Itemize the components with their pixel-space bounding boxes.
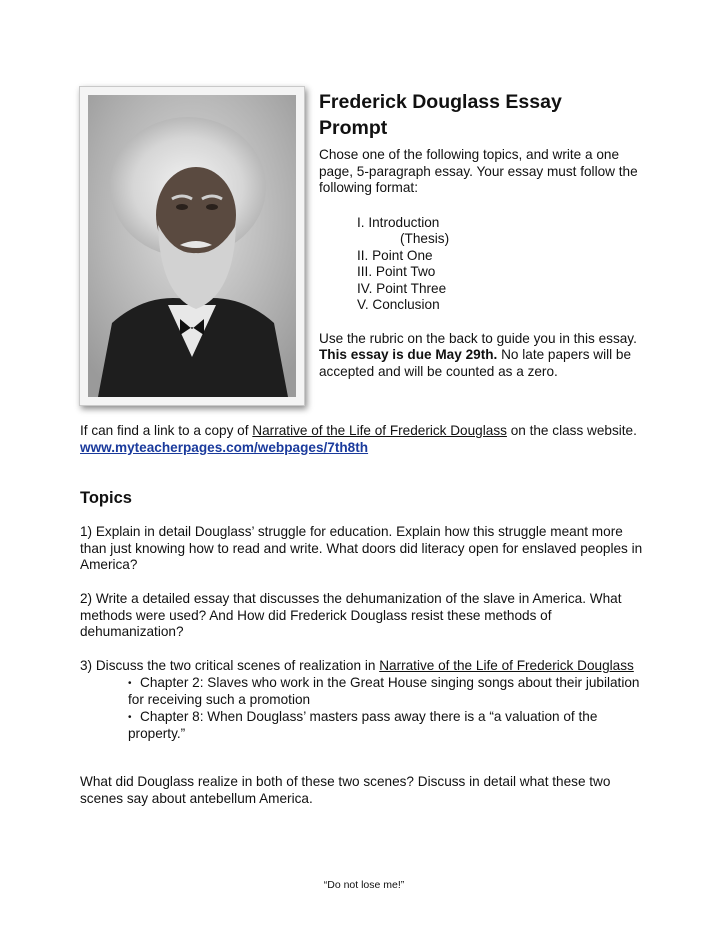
title-line-2: Prompt <box>319 117 388 139</box>
rubric-text: Use the rubric on the back to guide you in this essay. <box>319 330 637 346</box>
bullet-icon: • <box>128 677 132 689</box>
late-policy-text: No late papers will be accepted and will be counted as a zero. <box>319 347 632 379</box>
outline-item-point-one: II. Point One <box>357 247 433 263</box>
topic-3-book-title: Narrative of the Life of Frederick Douglass <box>379 658 634 673</box>
topic-3-bullets <box>128 675 650 743</box>
outline-item-conclusion: V. Conclusion <box>357 297 440 312</box>
chapter-2-scene: Chapter 2: Slaves who work in the Great House singing songs about their jubilation for receiving such a promotion <box>128 674 640 708</box>
portrait-photo-frame <box>79 86 305 406</box>
topic-2: 2) Write a detailed essay that discusses the dehumanization of the slave in America. What methods were used? And How did Frederick Douglass resist these methods of dehumanization? <box>80 591 622 640</box>
topic-1: 1) Explain in detail Douglass’ struggle for education. Explain how this struggle meant more than just knowing how to read and write. What doors did literacy open for enslaved peoples in America? <box>80 524 643 573</box>
topic-3-text: 3) Discuss the two critical scenes of realization in <box>80 658 380 673</box>
title-line-1: Frederick Douglass Essay <box>319 91 562 113</box>
outline-item-thesis: (Thesis) <box>400 231 450 246</box>
bullet-icon: • <box>128 711 132 723</box>
outline-item-introduction: I. Introduction <box>357 214 440 230</box>
outline-item-point-three: IV. Point Three <box>357 280 447 296</box>
link-mid-text: on the class website. <box>506 423 637 438</box>
portrait-illustration <box>88 95 296 397</box>
topics-heading: Topics <box>80 489 132 507</box>
book-title: Narrative of the Life of Frederick Douglass <box>252 423 507 438</box>
essay-outline <box>357 215 641 314</box>
outline-item-point-two: III. Point Two <box>357 264 436 279</box>
rubric-paragraph <box>319 331 641 381</box>
link-intro-text: If can find a link to a copy of <box>80 423 253 438</box>
list-item <box>128 709 650 743</box>
intro-paragraph: Chose one of the following topics, and write a one page, 5-paragraph essay. Your essay must follow the following format: <box>319 147 638 195</box>
page-footer: “Do not lose me!” <box>323 879 405 891</box>
due-date-notice: This essay is due May 29th. <box>319 347 498 362</box>
portrait-photo <box>88 95 296 397</box>
page-title <box>319 89 641 141</box>
link-paragraph <box>80 423 650 456</box>
chapter-8-scene: Chapter 8: When Douglass’ masters pass away there is a “a valuation of the property.” <box>128 708 598 742</box>
prompt-header <box>319 89 641 380</box>
list-item <box>128 675 650 709</box>
closing-question: What did Douglass realize in both of these two scenes? Discuss in detail what these two scenes say about antebellum America. <box>80 774 611 806</box>
topic-3 <box>80 658 650 743</box>
class-website-link[interactable]: www.myteacherpages.com/webpages/7th8th <box>80 439 369 455</box>
